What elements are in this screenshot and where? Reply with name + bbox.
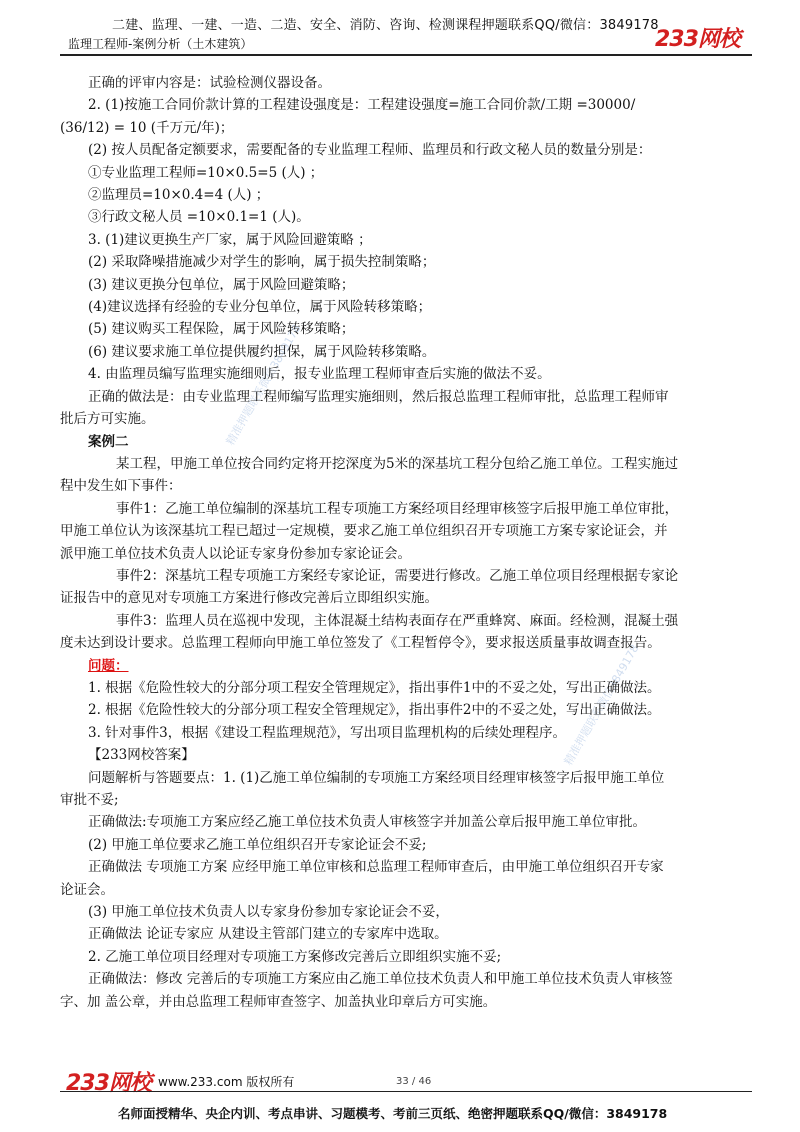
text-line: (2) 采取降噪措施减少对学生的影响，属于损失控制策略； [88,254,436,271]
text-line: 正确做法:专项施工方案应经乙施工单位技术负责人审核签字并加盖公章后报甲施工单位审批。 [88,814,647,831]
brand-logo[interactable]: 233网校 [655,27,740,52]
text-line: 字、加 盖公章，并由总监理工程师审查签字、加盖执业印章后方可实施。 [60,993,497,1010]
text-line: 事件1：乙施工单位编制的深基坑工程专项施工方案经项目经理审核签字后报甲施工单位审批， [116,500,679,517]
text-line: 2. (1)按施工合同价款计算的工程建设强度是：工程建设强度=施工合同价款/工期 =30000/ [88,97,636,114]
text-line: 正确做法 专项施工方案 应经甲施工单位审核和总监理工程师审查后，由甲施工单位组织召开专家 [88,859,664,876]
text-line: 某工程，甲施工单位按合同约定将开挖深度为5米的深基坑工程分包给乙施工单位。工程实施过 [116,455,679,472]
text-line: 正确的做法是：由专业监理工程师编写监理实施细则，然后报总监理工程师审批，总监理工程师审 [88,388,669,405]
text-line: 程中发生如下事件： [60,478,182,495]
text-line: 3. 针对事件3，根据《建设工程监理规范》，写出项目监理机构的后续处理程序。 [88,724,567,741]
text-line: 审批不妥; [60,792,119,808]
footer-divider [60,1091,752,1092]
text-line: 派甲施工单位技术负责人以论证专家身份参加专家论证会。 [60,545,411,562]
document-title: 监理工程师-案例分析（土木建筑） [68,37,253,51]
text-line: (36/12) = 10 (千万元/年)； [60,119,234,136]
text-line: ②监理员=10×0.4=4 (人) ； [88,187,270,204]
questions-heading: 问题： [88,657,129,674]
text-line: 2. 根据《危险性较大的分部分项工程安全管理规定》，指出事件2中的不妥之处，写出正确做法。 [88,702,661,719]
document-body [60,72,748,1013]
text-line: 正确做法：修改 完善后的专项施工方案应由乙施工单位技术负责人和甲施工单位技术负责人审核签 [88,971,673,988]
footer-logo[interactable]: 233网校 [66,1071,151,1096]
footer-ad-line: 名师面授精华、央企内训、考点串讲、习题模考、考前三页纸、绝密押题联系QQ/微信：3849178 [118,1106,668,1121]
text-line: 1. 根据《危险性较大的分部分项工程安全管理规定》，指出事件1中的不妥之处，写出正确做法。 [88,679,661,696]
text-line: 2. 乙施工单位项目经理对专项施工方案修改完善后立即组织实施不妥; [88,948,502,965]
header-divider [60,54,752,56]
text-line: (6) 建议要求施工单位提供履约担保，属于风险转移策略。 [88,343,436,360]
text-line: 3. (1)建议更换生产厂家，属于风险回避策略 ； [88,231,372,248]
text-line: 度未达到设计要求。总监理工程师向甲施工单位签发了《工程暂停令》，要求报送质量事故调查报告。 [60,635,661,652]
text-line: 论证会。 [60,881,114,898]
answer-heading: 【233网校答案】 [88,747,195,764]
text-line: 正确做法 论证专家应 从建设主管部门建立的专家库中选取。 [88,926,448,943]
text-line: 事件3：监理人员在巡视中发现，主体混凝土结构表面存在严重蜂窝、麻面。经检测，混凝土强 [116,612,679,629]
text-line: 问题解析与答题要点：1. (1)乙施工单位编制的专项施工方案经项目经理审核签字后报甲施工单位 [88,769,665,786]
text-line: (5) 建议购买工程保险，属于风险转移策略； [88,321,355,338]
text-line: ①专业监理工程师=10×0.5=5 (人) ； [88,164,324,181]
page-number: 33 / 46 [396,1076,432,1087]
text-line: 事件2：深基坑工程专项施工方案经专家论证，需要进行修改。乙施工单位项目经理根据专家论 [116,567,679,584]
text-line: 正确的评审内容是：试验检测仪器设备。 [88,75,331,91]
header-ad-line: 二建、监理、一建、一造、二造、安全、消防、咨询、检测课程押题联系QQ/微信：3849178 [112,18,659,33]
text-line: (4)建议选择有经验的专业分包单位，属于风险转移策略； [88,299,432,316]
text-line: (2) 按人员配备定额要求，需要配备的专业监理工程师、监理员和行政文秘人员的数量分别是： [88,142,652,159]
watermark: 精准押题联系微信3849178 [561,642,642,768]
footer-site[interactable]: www.233.com 版权所有 [158,1075,295,1089]
section-heading: 案例二 [88,433,129,450]
text-line: (3) 建议更换分包单位，属于风险回避策略； [88,276,355,293]
text-line: 甲施工单位认为该深基坑工程已超过一定规模，要求乙施工单位组织召开专项施工方案专家论证会，并 [60,523,668,540]
text-line: (3) 甲施工单位技术负责人以专家身份参加专家论证会不妥， [88,904,449,921]
text-line: 4. 由监理员编写监理实施细则后，报专业监理工程师审查后实施的做法不妥。 [88,366,551,383]
text-line: 批后方可实施。 [60,411,155,428]
text-line: ③行政文秘人员 =10×0.1=1 (人)。 [88,209,310,226]
watermark: 精准押题联系微信3849178 [223,322,304,448]
text-line: 证报告中的意见对专项施工方案进行修改完善后立即组织实施。 [60,590,438,607]
text-line: (2) 甲施工单位要求乙施工单位组织召开专家论证会不妥; [88,836,427,853]
